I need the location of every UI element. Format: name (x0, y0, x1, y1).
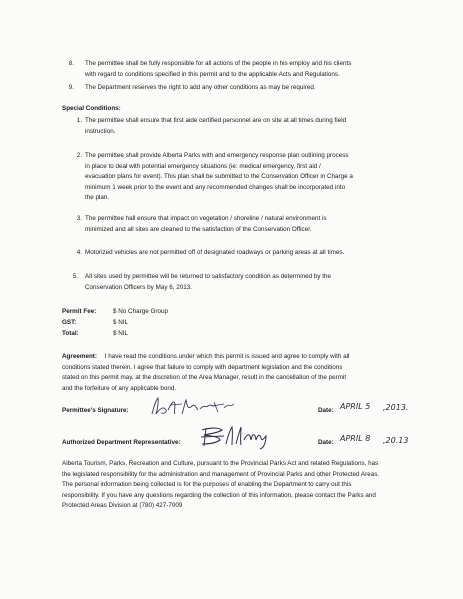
fee-label: GST: (62, 319, 77, 326)
permittee-date-month: APRIL 5 (340, 402, 371, 411)
condition-number: 9. (68, 84, 74, 91)
footer-line: Protected Areas Division at (780) 427-7009 (62, 502, 183, 509)
condition-number: 5. (72, 273, 78, 280)
footer-line: the legislated responsibility for the administration and management of Provincial Parks and other Protected Areas. (62, 470, 380, 478)
condition-number: 1. (76, 117, 82, 124)
representative-date-label: Date: (318, 439, 334, 446)
condition-text (85, 116, 346, 137)
agreement-line: and the forfeiture of any applicable bond. (62, 384, 177, 392)
condition-line: in place to deal with potential emergency situations (ie: medical emergency, first aid / (85, 162, 321, 170)
permittee-date-label: Date: (318, 407, 334, 414)
condition-line: The permittee shall provide Alberta Parks with and emergency response plan outlining process (85, 152, 349, 159)
condition-text (85, 214, 327, 235)
condition-line: evacuation plans for event). This plan shall be submitted to the Conservation Officer in Charge a (85, 173, 353, 180)
agreement-line: stated on this permit may, at the discretion of the Area Manager, result in the cancellation of the permit (62, 374, 347, 381)
condition-line: instruction. (85, 127, 116, 135)
condition-number: 4. (76, 249, 82, 256)
agreement-line: conditions stated therein. I agree that failure to comply with department legislation and the conditions (62, 363, 343, 371)
representative-date-year: ,20.13 (383, 436, 409, 445)
fee-value: $ NIL (113, 330, 129, 337)
agreement-line: I have read the conditions under which this permit is issued and agree to comply with all (104, 353, 350, 360)
condition-line: Conservation Officers by May 6, 2013. (85, 283, 192, 291)
condition-line: The permittee shall ensure that first aide certified personnel are on site at all times during field (85, 117, 347, 124)
condition-text (85, 59, 351, 80)
condition-line: minimized and all sites are cleaned to the satisfaction of the Conservation Officer. (85, 225, 312, 233)
representative-signature-image (198, 424, 278, 450)
footer-line: The personal information being collected is for the purposes of enabling the Department to carry out this (62, 481, 352, 488)
agreement-first-line (62, 352, 407, 363)
fee-label: Total: (62, 330, 79, 337)
permittee-signature-image (148, 394, 240, 418)
condition-line: with regard to conditions specified in this permit and to the applicable Acts and Regulations. (85, 70, 340, 78)
condition-line: The Department reserves the right to add any other conditions as may be required. (85, 84, 316, 91)
special-conditions-heading: Special Conditions: (62, 105, 121, 112)
agreement-label: Agreement: (62, 353, 97, 360)
condition-number: 3. (76, 215, 82, 222)
condition-line: Motorized vehicles are not permitted off of designated roadways or parking areas at all times. (85, 249, 345, 256)
privacy-footer (62, 459, 432, 512)
condition-text (85, 248, 344, 259)
condition-line: the plan. (85, 194, 110, 201)
condition-number: 2. (76, 152, 82, 159)
condition-line: The permittee hall ensure that impact on vegetation / shoreline / natural environment is (85, 215, 327, 222)
footer-line: Alberta Tourism, Parks, Recreation and Culture, pursuant to the Provincial Parks Act and related Regulations, has (62, 460, 379, 467)
condition-text (85, 272, 331, 293)
footer-line: responsibility. If you have any questions regarding the collection of this information, please contact the Parks and (62, 491, 376, 499)
condition-text (85, 83, 316, 94)
permittee-signature-label: Permittee's Signature: (62, 407, 129, 414)
condition-line: All sites used by permittee will be returned to satisfactory condition as determined by the (85, 273, 332, 280)
fee-value: $ NIL (113, 319, 129, 326)
representative-date-month: APRIL 8 (340, 434, 371, 443)
condition-line: The permittee shall be fully responsible for all actions of the people in his employ and his clients (85, 60, 352, 67)
condition-text (85, 151, 353, 204)
condition-line: minimum 1 week prior to the event and any recommended changes shall be incorporated into (85, 183, 346, 191)
fee-value: $ No Charge Group (113, 308, 168, 315)
representative-signature-label: Authorized Department Representative: (62, 439, 181, 446)
fee-label: Permit Fee: (62, 308, 97, 315)
condition-number: 8. (68, 60, 74, 67)
permittee-date-year: ,2013. (383, 403, 409, 412)
